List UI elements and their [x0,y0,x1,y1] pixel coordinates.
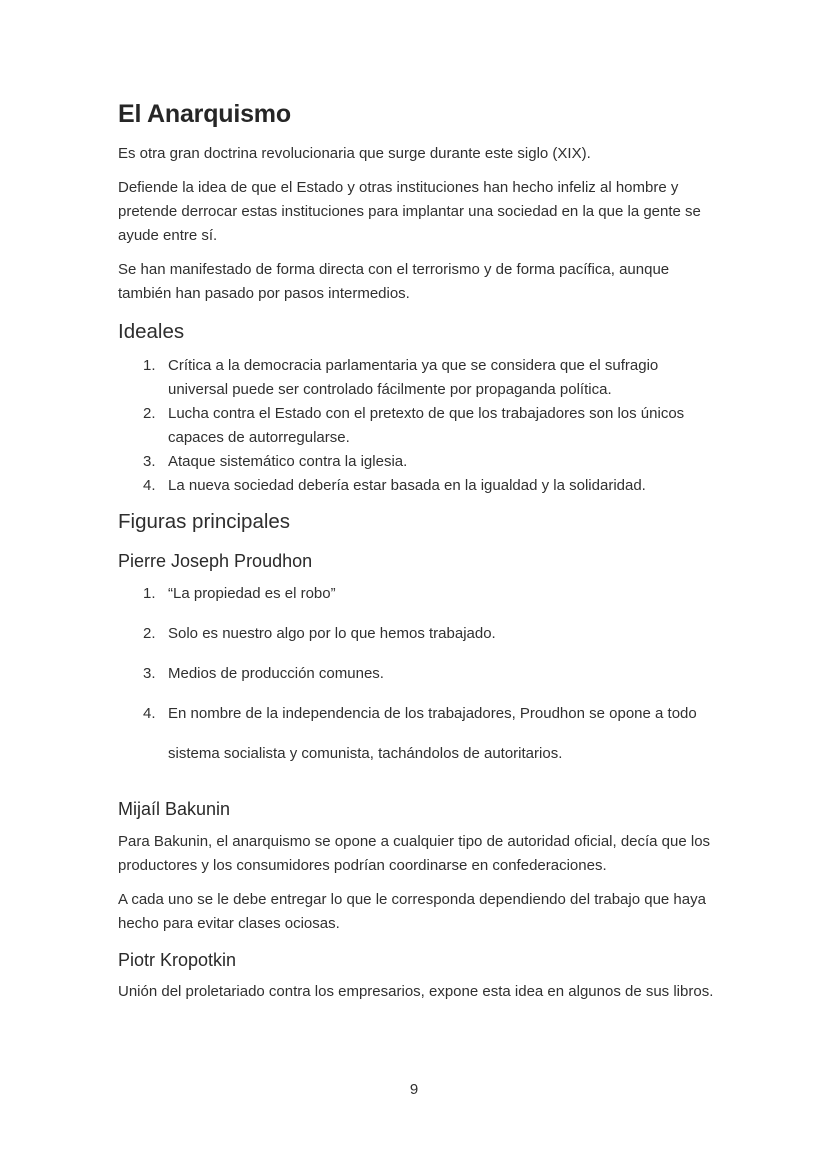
list-text: La nueva sociedad debería estar basada en la igualdad y la solidaridad. [168,477,646,494]
list-number: 4. [143,705,156,722]
list-number: 1. [143,357,156,374]
intro-paragraph-2: Defiende la idea de que el Estado y otras instituciones han hecho infeliz al hombre y pretende derrocar estas instituciones para implantar una sociedad en la que la gente se ayude entre sí. [118,179,701,244]
list-item [118,614,718,654]
kropotkin-paragraph: Unión del proletariado contra los empresarios, expone esta idea en algunos de sus libros. [118,983,714,1000]
figuras-heading: Figuras principales [118,510,291,533]
proudhon-list [118,574,718,774]
list-number: 2. [143,405,156,422]
ideales-list [118,354,718,498]
list-number: 3. [143,665,156,682]
bakunin-paragraph-2: A cada uno se le debe entregar lo que le corresponda dependiendo del trabajo que haya hecho para evitar clases ociosas. [118,891,706,932]
list-number: 3. [143,453,156,470]
list-number: 2. [143,625,156,642]
bakunin-paragraph-1: Para Bakunin, el anarquismo se opone a cualquier tipo de autoridad oficial, decía que los productores y los consumidores podrían coordinarse en confederaciones. [118,833,711,874]
page-title: El Anarquismo [118,100,291,128]
kropotkin-heading: Piotr Kropotkin [118,950,237,970]
list-item [118,574,718,614]
proudhon-heading: Pierre Joseph Proudhon [118,551,313,571]
list-item [118,402,718,450]
ideales-heading: Ideales [118,320,185,343]
list-text: Crítica a la democracia parlamentaria ya que se considera que el sufragio universal puede ser controlado fácilmente por propaganda política. [168,357,659,398]
list-item [118,450,718,474]
list-item [118,654,718,694]
intro-paragraph-1: Es otra gran doctrina revolucionaria que surge durante este siglo (XIX). [118,145,591,162]
page-number: 9 [409,1081,419,1098]
list-text: Solo es nuestro algo por lo que hemos trabajado. [168,625,496,642]
list-item [118,354,718,402]
list-text: “La propiedad es el robo” [168,585,336,602]
list-item [118,694,718,774]
list-text: En nombre de la independencia de los trabajadores, Proudhon se opone a todo sistema socialista y comunista, tachándolos de autoritarios. [168,705,697,762]
list-text: Lucha contra el Estado con el pretexto de que los trabajadores son los únicos capaces de autorregularse. [168,405,685,446]
list-text: Ataque sistemático contra la iglesia. [168,453,408,470]
intro-paragraph-3: Se han manifestado de forma directa con el terrorismo y de forma pacífica, aunque también han pasado por pasos intermedios. [118,261,670,302]
list-item [118,474,718,498]
list-number: 1. [143,585,156,602]
list-text: Medios de producción comunes. [168,665,384,682]
list-number: 4. [143,477,156,494]
bakunin-heading: Mijaíl Bakunin [118,799,231,819]
